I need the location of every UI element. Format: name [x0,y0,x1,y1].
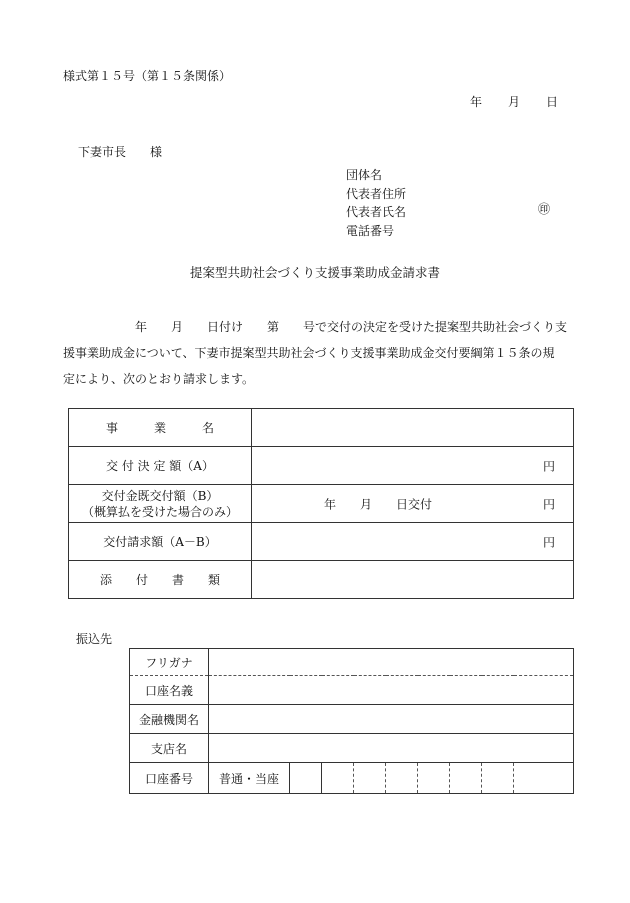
body-line-1: 年 月 日付け 第 号で交付の決定を受けた提案型共助社会づくり支 [63,320,568,334]
table-row [130,676,574,705]
bank-table [129,648,574,794]
prepaid-amount-label [69,485,252,523]
applicant-block [346,166,406,240]
project-name-label: 事 業 名 [69,409,252,447]
table-row [69,485,574,523]
date-day: 日 [546,95,559,109]
rep-name-label: 代表者氏名 [346,205,407,219]
account-name-field[interactable] [209,676,574,705]
furigana-field[interactable] [209,649,574,676]
table-row [69,409,574,447]
account-digit-box[interactable] [354,763,386,794]
account-digit-box[interactable] [386,763,418,794]
yen-unit: 円 [542,497,555,511]
phone-label: 電話番号 [346,223,395,238]
prepaid-amount-label-note: （概算払を受けた場合のみ） [81,504,238,519]
prepaid-amount-label-main: 交付金既交付額（B） [101,488,219,503]
account-digit-box[interactable] [450,763,482,794]
body-line-2: 援事業助成金について、下妻市提案型共助社会づくり支援事業助成金交付要綱第１５条の規 [63,346,555,360]
institution-label: 金融機関名 [130,705,209,734]
table-row [69,447,574,485]
account-number-label: 口座番号 [130,763,209,794]
yen-unit: 円 [542,459,555,473]
group-name-label: 団体名 [346,168,383,182]
account-digit-box[interactable] [290,763,322,794]
table-row [130,705,574,734]
table-row [130,649,574,676]
addressee: 下妻市長 様 [78,145,163,159]
institution-field[interactable] [209,705,574,734]
body-line-3: 定により、次のとおり請求します。 [63,372,255,386]
branch-label: 支店名 [130,734,209,763]
account-name-label: 口座名義 [130,676,209,705]
form-number: 様式第１５号（第１５条関係） [63,69,232,83]
rep-address-label: 代表者住所 [346,186,407,201]
decision-amount-field[interactable] [252,447,574,485]
request-amount-field[interactable] [252,523,574,561]
seal-mark: ㊞ [538,202,551,216]
attachments-label: 添 付 書 類 [69,561,252,599]
account-digit-box[interactable] [418,763,450,794]
account-digit-box[interactable] [514,763,574,794]
yen-unit: 円 [542,535,555,549]
date-line [470,93,558,110]
project-name-field[interactable] [252,409,574,447]
date-month: 月 [508,95,521,109]
table-row [130,763,574,794]
account-digit-box[interactable] [482,763,514,794]
table-row [69,561,574,599]
document-title: 提案型共助社会づくり支援事業助成金請求書 [189,265,440,280]
table-row [130,734,574,763]
furigana-label: フリガナ [130,649,209,676]
table-row [69,523,574,561]
request-table [68,408,574,599]
body-paragraph [63,314,575,392]
account-type-field[interactable]: 普通・当座 [209,763,290,794]
decision-amount-label: 交 付 決 定 額（A） [69,447,252,485]
request-amount-label: 交付請求額（A－B） [69,523,252,561]
prepaid-date-text: 年 月 日交付 [324,497,433,511]
date-year: 年 [470,95,483,109]
account-digit-box[interactable] [322,763,354,794]
prepaid-amount-field[interactable] [252,485,574,523]
bank-heading: 振込先 [76,632,113,646]
branch-field[interactable] [209,734,574,763]
attachments-field[interactable] [252,561,574,599]
